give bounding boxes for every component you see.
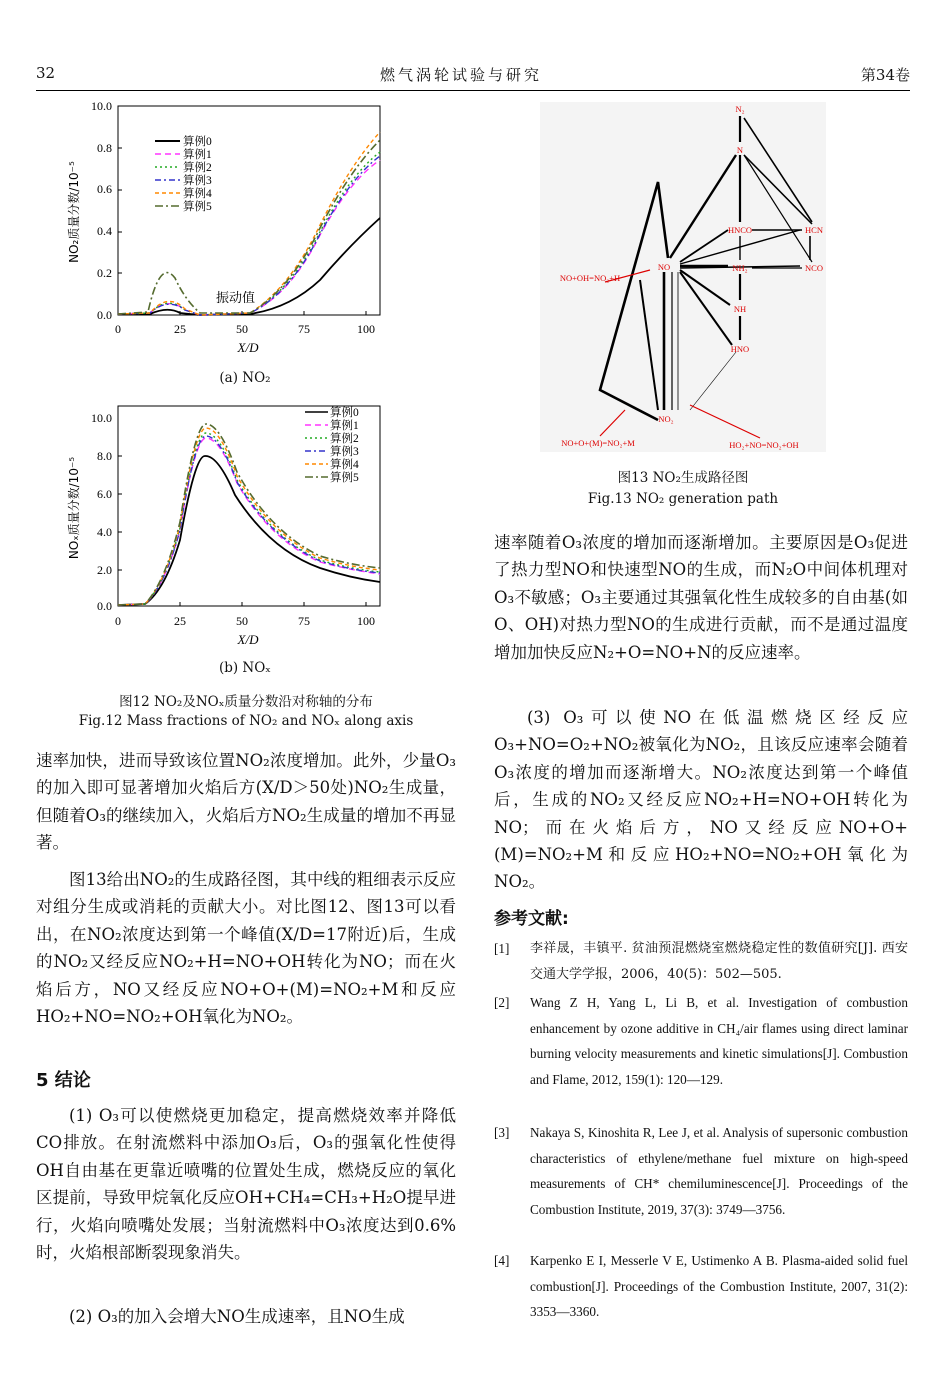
reaction-bottom-left: NO+O+(M)=NO₂+M: [561, 438, 635, 448]
x-tick: 50: [236, 614, 248, 628]
node-nh: NH: [733, 304, 747, 314]
legend-item: 算例3: [330, 446, 359, 458]
figure-12b-subcaption: (b) NOₓ: [218, 660, 272, 676]
reference-text: Wang Z H, Yang L, Li B, et al. Investigation of combustion enhancement by ozone additive in CH₄/air flames using direct laminar burning velocity measurements and kinetic simulations[J]. Combustion and Flame, 2012, 159(1): 120—129.: [530, 995, 908, 1087]
legend-item: 算例0: [183, 136, 212, 148]
reference-number: [4]: [494, 1253, 510, 1268]
reference-text: Karpenko E I, Messerle V E, Ustimenko A B. Plasma-aided solid fuel combustion[J]. Proceedings of the Combustion Institute, 2007, 31(2): 3353—3360.: [530, 1253, 908, 1319]
reference-item: [494, 1248, 908, 1328]
node-n: N: [736, 145, 744, 155]
node-hnco: HNCO: [727, 225, 753, 235]
legend-item: 算例2: [183, 162, 212, 174]
y-tick: 0.0: [97, 308, 112, 322]
y-tick: 0.4: [97, 224, 112, 238]
legend-item: 算例1: [330, 420, 359, 432]
node-no: NO: [657, 262, 671, 272]
paragraph: 速率随着O₃浓度的增加而逐渐增加。主要原因是O₃促进了热力型NO和快速型NO的生成，而N₂O中间体机理对O₃不敏感；O₃主要通过其强氧化性生成较多的自由基(如O、OH)对热力型NO的生成进行贡献，而不是通过温度增加加快反应N₂+O=NO+N的反应速率。: [494, 533, 908, 662]
legend-item: 算例0: [330, 407, 359, 419]
x-tick: 100: [357, 322, 375, 336]
legend-item: 算例1: [183, 149, 212, 161]
x-tick: 25: [174, 322, 186, 336]
figure-12-caption-cn: 图12 NO₂及NOₓ质量分数沿对称轴的分布: [119, 694, 373, 710]
x-tick: 75: [298, 614, 310, 628]
y-tick: 4.0: [97, 525, 112, 539]
y-tick: 0.8: [97, 141, 112, 155]
paragraph: (1) O₃可以使燃烧更加稳定，提高燃烧效率并降低CO排放。在射流燃料中添加O₃后，O₃的强氧化性使得OH自由基在更靠近喷嘴的位置处生成，燃烧反应的氧化区提前，导致甲烷氧化反应OH+CH₄=CH₃+H₂O提早进行，火焰向喷嘴处发展；当射流燃料中O₃浓度达到0.6%时，火焰根部断裂现象消失。: [36, 1106, 456, 1263]
figure-13-caption-cn: 图13 NO₂生成路径图: [617, 470, 749, 486]
y-axis-label: NO₂质量分数/10⁻⁵: [67, 161, 81, 263]
legend-12b: [305, 405, 359, 484]
figure-12-caption-en: Fig.12 Mass fractions of NO₂ and NOₓ along axis: [78, 713, 414, 729]
node-nh2: NH₂: [732, 263, 748, 273]
legend-item: 算例3: [183, 175, 212, 187]
y-tick: 10.0: [91, 411, 112, 425]
page-number: 32: [36, 64, 56, 82]
series-case4-line: [118, 132, 380, 315]
reference-text: 李祥晟，丰镇平. 贫油预混燃烧室燃烧稳定性的数值研究[J]. 西安交通大学学报，2006，40(5)：502—505.: [530, 941, 908, 982]
paragraph: (3) O₃可以使NO在低温燃烧区经反应O₃+NO=O₂+NO₂被氧化为NO₂，且该反应速率会随着O₃浓度的增加而逐渐增大。NO₂浓度达到第一个峰值后，生成的NO₂又经反应NO₂+H=NO+OH转化为NO；而在火焰后方，NO又经反应NO+O+(M)=NO₂+M和反应HO₂+NO=NO₂+OH氧化为NO₂。: [494, 708, 908, 892]
paragraph: 图13给出NO₂的生成路径图，其中线的粗细表示反应对组分生成或消耗的贡献大小。对比图12、图13可以看出，在NO₂浓度达到第一个峰值(X/D=17附近)后，生成的NO₂又经反应NO₂+H=NO+OH转化为NO；而在火焰后方，NO又经反应NO+O+(M)=NO₂+M和反应HO₂+NO=NO₂+OH氧化为NO₂。: [36, 870, 456, 1027]
reference-number: [2]: [494, 995, 510, 1010]
reference-item: [494, 990, 908, 1118]
reference-item: [494, 936, 908, 988]
x-axis-label: X/D: [237, 340, 259, 355]
figure-12b-nox-chart: [60, 400, 460, 660]
node-hcn: HCN: [805, 225, 823, 235]
y-tick: 0.6: [97, 182, 112, 196]
reaction-left: NO+OH=NO₂+H: [559, 273, 621, 283]
x-tick: 50: [236, 322, 248, 336]
figure-12a-no2-chart: [60, 96, 460, 396]
references-title: 参考文献:: [494, 909, 569, 929]
node-nco: NCO: [805, 263, 823, 273]
annotation-oscillation: 振动值: [216, 291, 256, 306]
node-hno: HNO: [730, 344, 750, 354]
paragraph: (2) O₃的加入会增大NO生成速率，且NO生成: [69, 1307, 405, 1326]
legend-12a: [155, 134, 212, 213]
x-tick: 75: [298, 322, 310, 336]
series-case5-line: [118, 140, 380, 314]
y-tick: 8.0: [97, 449, 112, 463]
section-title: 5 结论: [36, 1070, 91, 1091]
reference-number: [3]: [494, 1125, 510, 1140]
legend-item: 算例4: [183, 188, 212, 200]
node-n2: N₂: [735, 104, 745, 114]
reference-item: [494, 1120, 908, 1248]
y-tick: 6.0: [97, 487, 112, 501]
x-tick: 100: [357, 614, 375, 628]
figure-12a-subcaption: (a) NO₂: [219, 370, 271, 386]
legend-item: 算例5: [330, 472, 359, 484]
paragraph: 速率加快，进而导致该位置NO₂浓度增加。此外，少量O₃的加入即可显著增加火焰后方(X/D＞50处)NO₂生成量，但随着O₃的继续加入，火焰后方NO₂生成量的增加不再显著。: [36, 751, 456, 853]
y-tick: 0.2: [97, 266, 112, 280]
figure-13-path-diagram: [540, 102, 826, 452]
journal-title: 燃气涡轮试验与研究: [380, 66, 543, 84]
legend-item: 算例4: [330, 459, 359, 471]
figure-13-caption-en: Fig.13 NO₂ generation path: [587, 491, 779, 507]
x-tick: 0: [115, 322, 121, 336]
node-no2: NO₂: [658, 414, 674, 424]
x-axis-label: X/D: [237, 632, 259, 647]
reference-number: [1]: [494, 941, 510, 956]
x-tick: 25: [174, 614, 186, 628]
volume-label: 第34卷: [860, 66, 910, 84]
legend-item: 算例2: [330, 433, 359, 445]
legend-item: 算例5: [183, 201, 212, 213]
y-tick: 0.0: [97, 599, 112, 613]
reaction-bottom-right: HO₂+NO=NO₂+OH: [729, 440, 799, 450]
reference-text: Nakaya S, Kinoshita R, Lee J, et al. Analysis of supersonic combustion characteristics of ethylene/methane fuel mixture on high-speed measurements of CH* chemiluminescence[J]. Proceedings of the Combustion Institute, 2019, 37(3): 3749—3756.: [530, 1125, 908, 1217]
y-tick: 10.0: [91, 99, 112, 113]
y-tick: 2.0: [97, 563, 112, 577]
y-axis-label: NOₓ质量分数/10⁻⁵: [67, 456, 81, 560]
x-tick: 0: [115, 614, 121, 628]
header-rule: [36, 90, 910, 91]
